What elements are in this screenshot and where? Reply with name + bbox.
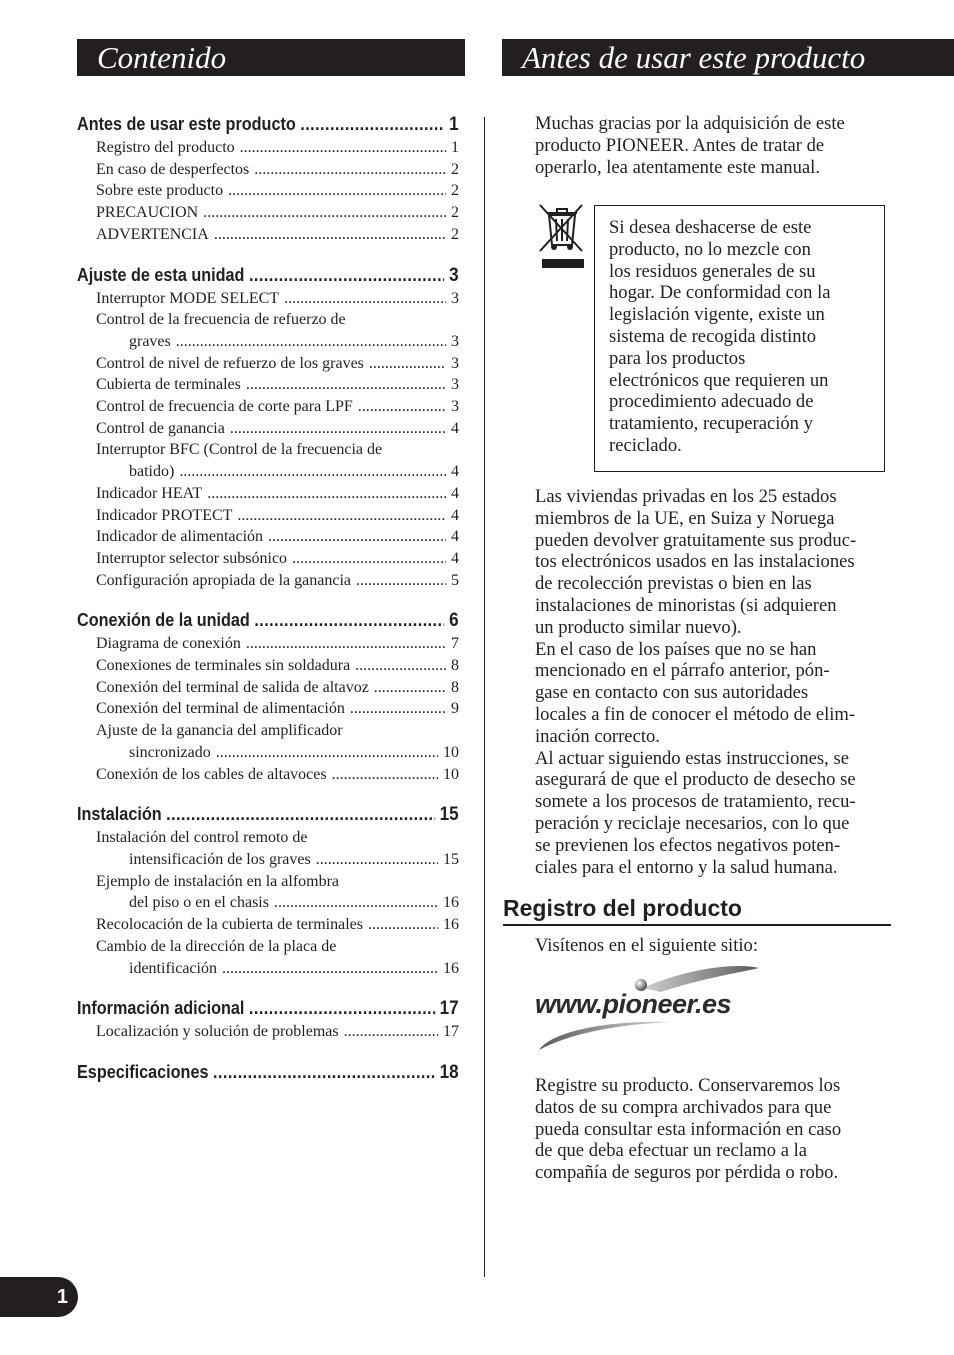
toc-leader [176, 331, 446, 353]
toc-leader [166, 802, 435, 827]
toc-entry-text: Conexión de los cables de altavoces [96, 765, 327, 783]
text-line: pueda consultar esta información en caso [535, 1118, 842, 1140]
toc-section-title-row [77, 608, 459, 633]
toc-entry-text: batido) [129, 463, 175, 481]
toc-leader [374, 677, 446, 699]
toc-section-title: Especificaciones [77, 1061, 209, 1082]
toc-entry-row [77, 202, 459, 224]
toc-section-title: Conexión de la unidad [77, 610, 250, 631]
toc-entry-text: Interruptor BFC (Control de la frecuencia de [96, 441, 383, 459]
toc-entry-row [77, 958, 459, 980]
toc-entry-row [77, 849, 459, 871]
toc-entry-text: Control de ganancia [96, 419, 225, 437]
toc-leader [350, 698, 446, 720]
toc-entry-row [77, 461, 459, 483]
toc-leader [246, 633, 446, 655]
toc-entry-text: PRECAUCION [96, 204, 199, 222]
toc-entry-page: 4 [451, 484, 459, 502]
toc-leader [203, 202, 446, 224]
toc-leader [368, 914, 438, 936]
toc-entry-row [77, 570, 459, 592]
text-line: producto, no lo mezcle con [609, 238, 811, 260]
toc-entry-page: 17 [443, 1023, 459, 1041]
toc-entry-row [77, 892, 459, 914]
toc-section-title-row [77, 263, 459, 288]
toc-entry-text: Interruptor MODE SELECT [96, 289, 280, 307]
toc-section-page: 18 [439, 1061, 459, 1083]
toc-leader [268, 526, 446, 548]
toc-leader [344, 1021, 438, 1043]
toc-entry-row [77, 353, 459, 375]
text-line: mencionado en el párrafo anterior, pón- [535, 660, 830, 682]
text-line: de que deba efectuar un reclamo a la [535, 1140, 808, 1162]
text-line: inación correcto. [535, 725, 660, 747]
toc-entry-page: 16 [443, 894, 459, 912]
toc-entry-row [77, 677, 459, 699]
toc-entry-row [77, 483, 459, 505]
register-text [535, 1075, 891, 1184]
toc-leader [222, 958, 438, 980]
text-line: se previenen los efectos negativos poten- [535, 834, 841, 856]
toc-leader [214, 224, 446, 246]
text-line: Al actuar siguiendo estas instrucciones, se [535, 747, 849, 769]
toc-section-title: Ajuste de esta unidad [77, 264, 245, 285]
toc-entry-text: Cambio de la dirección de la placa de [96, 937, 337, 955]
toc-section-page: 17 [439, 998, 459, 1020]
toc-leader [355, 655, 446, 677]
toc-entry-text: intensificación de los graves [129, 850, 311, 868]
toc-entry-row [77, 159, 459, 181]
text-line: peración y reciclaje necesarios, con lo que [535, 812, 850, 834]
text-line: para los productos [609, 347, 746, 369]
toc-leader [254, 159, 446, 181]
toc-entry-text: Registro del producto [96, 139, 235, 156]
toc-entry-row [77, 526, 459, 548]
toc-entry-page: 5 [451, 571, 459, 589]
toc-entry-page: 4 [451, 528, 459, 546]
text-line: sistema de recogida distinto [609, 325, 817, 347]
toc-entry-page: 2 [451, 160, 459, 178]
toc-entry-row [77, 288, 459, 310]
text-line: tos electrónicos usados en las instalaciones [535, 551, 855, 573]
toc-entry-row [77, 742, 459, 764]
toc-entry-row [77, 633, 459, 655]
text-line: locales a fin de conocer el método de elim- [535, 703, 856, 725]
toc-section-title: Antes de usar este producto [77, 114, 296, 134]
toc-entry-text: Indicador PROTECT [96, 506, 233, 524]
toc-entry-page: 4 [451, 463, 459, 481]
pioneer-website-logo [533, 960, 765, 1055]
toc-entry-row [77, 374, 459, 396]
toc-entry-text: sincronizado [129, 743, 211, 761]
text-line: gase en contacto con sus autoridades [535, 682, 809, 704]
toc-entry-row [77, 698, 459, 720]
text-line: producto PIONEER. Antes de tratar de [535, 134, 825, 156]
toc-entry-page: 2 [451, 225, 459, 243]
toc-entry-row [77, 309, 459, 331]
text-line: miembros de la UE, en Suiza y Noruega [535, 507, 835, 529]
text-line: Registre su producto. Conservaremos los [535, 1075, 841, 1096]
toc-entry-page: 3 [451, 376, 459, 394]
toc-entry-page: 7 [451, 635, 459, 653]
toc-leader [249, 996, 435, 1021]
text-line: asegurará de que el producto de desecho se [535, 769, 856, 791]
toc-leader [300, 112, 444, 137]
toc-section [77, 802, 459, 979]
column-divider [484, 117, 485, 1277]
toc-leader [356, 570, 446, 592]
toc-entry-row [77, 505, 459, 527]
toc-entry-row [77, 914, 459, 936]
toc-entry-row [77, 764, 459, 786]
toc-entry-page: 16 [443, 916, 459, 934]
toc-leader [316, 849, 438, 871]
toc-entry-text: Conexión del terminal de salida de altavoz [96, 678, 369, 696]
toc-entry-page: 3 [451, 289, 459, 307]
toc-entry-page: 2 [451, 182, 459, 200]
toc-leader [249, 263, 445, 288]
toc-entry-text: identificación [129, 959, 217, 977]
toc-section [77, 263, 459, 592]
toc-section-page: 1 [449, 114, 459, 135]
text-line: Muchas gracias por la adquisición de este [535, 113, 845, 134]
toc-leader [228, 180, 446, 202]
toc-leader [254, 608, 444, 633]
text-line: reciclado. [609, 434, 682, 456]
text-line: un producto similar nuevo). [535, 616, 742, 638]
toc-section-title: Instalación [77, 804, 162, 825]
logo-text: www.pioneer.es [535, 989, 732, 1019]
toc-section-page: 15 [439, 804, 459, 826]
eu-disposal-text [535, 486, 891, 878]
text-line: electrónicos que requieren un [609, 369, 829, 391]
toc-leader [369, 353, 446, 375]
toc-section [77, 996, 459, 1043]
toc-entry-row [77, 1021, 459, 1043]
toc-section-title-row [77, 996, 459, 1021]
crossed-out-wheelie-bin-icon [536, 201, 588, 269]
toc-entry-text: Interruptor selector subsónico [96, 549, 288, 567]
toc-section-title-row [77, 1060, 459, 1085]
text-line: En el caso de los países que no se han [535, 638, 817, 660]
toc-leader [284, 288, 446, 310]
toc-section-title-row [77, 112, 459, 137]
toc-entry-row [77, 180, 459, 202]
toc-entry-page: 4 [451, 419, 459, 437]
text-line: Si desea deshacerse de este [609, 217, 812, 238]
header-contenido: Contenido [77, 39, 465, 76]
toc-entry-text: Control de nivel de refuerzo de los graves [96, 354, 364, 372]
text-line: tratamiento, recuperación y [609, 413, 813, 435]
text-line: hogar. De conformidad con la [609, 282, 831, 304]
intro-text [535, 113, 891, 178]
toc-entry-text: Diagrama de conexión [96, 635, 241, 653]
toc-entry-row [77, 871, 459, 893]
toc-leader [237, 505, 446, 527]
toc-entry-page: 10 [443, 765, 459, 783]
toc-entry-page: 4 [451, 549, 459, 567]
toc-entry-text: Conexión del terminal de alimentación [96, 700, 345, 718]
toc-entry-text: En caso de desperfectos [96, 160, 250, 178]
toc-entry-text: Ejemplo de instalación en la alfombra [96, 872, 340, 890]
toc-entry-page: 3 [451, 332, 459, 350]
toc-entry-page: 3 [451, 398, 459, 416]
toc-entry-text: Recolocación de la cubierta de terminales [96, 916, 363, 934]
toc-entry-row [77, 827, 459, 849]
toc-section [77, 112, 459, 246]
toc-entry-row [77, 655, 459, 677]
text-line: operarlo, lea atentamente este manual. [535, 156, 820, 178]
text-line: de recolección previstas o bien en las [535, 573, 812, 595]
toc-entry-text: Control de frecuencia de corte para LPF [96, 398, 353, 416]
toc-entry-page: 16 [443, 959, 459, 977]
text-line: pueden devolver gratuitamente sus produc- [535, 529, 857, 551]
toc-entry-text: Cubierta de terminales [96, 376, 241, 394]
header-antes-de-usar: Antes de usar este producto [502, 39, 954, 76]
toc-leader [230, 418, 446, 440]
toc-entry-row [77, 936, 459, 958]
toc-entry-page: 4 [451, 506, 459, 524]
page-number-tab: 1 [0, 1277, 78, 1317]
toc-leader [246, 374, 446, 396]
toc-section-page: 6 [449, 610, 459, 632]
toc-entry-text: graves [129, 332, 171, 350]
text-line: Las viviendas privadas en los 25 estados [535, 486, 837, 507]
toc-entry-page: 8 [451, 657, 459, 675]
toc-leader [240, 137, 446, 159]
toc-entry-page: 15 [443, 850, 459, 868]
toc-section [77, 1060, 459, 1085]
toc-entry-row [77, 439, 459, 461]
toc-leader [292, 548, 446, 570]
toc-entry-text: Control de la frecuencia de refuerzo de [96, 311, 346, 329]
toc-entry-row [77, 418, 459, 440]
toc-entry-row [77, 224, 459, 246]
toc-entry-text: del piso o en el chasis [129, 894, 269, 912]
recycling-notice-box [594, 205, 885, 472]
text-line: ciales para el entorno y la salud humana. [535, 856, 838, 878]
toc-entry-text: Configuración apropiada de la ganancia [96, 571, 351, 589]
toc-entry-row [77, 396, 459, 418]
toc-entry-text: Indicador de alimentación [96, 528, 264, 546]
toc-entry-row [77, 137, 459, 159]
text-line: instalaciones de minoristas (si adquieren [535, 594, 837, 616]
toc-entry-row [77, 548, 459, 570]
toc-section-page: 3 [449, 264, 459, 286]
toc-entry-page: 9 [451, 700, 459, 718]
toc-leader [274, 892, 438, 914]
toc-section [77, 608, 459, 785]
toc-entry-text: ADVERTENCIA [96, 225, 209, 243]
toc-leader [207, 483, 446, 505]
toc-entry-page: 10 [443, 743, 459, 761]
toc-entry-text: Instalación del control remoto de [96, 829, 308, 847]
text-line: compañía de seguros por pérdida o robo. [535, 1162, 839, 1184]
toc-entry-page: 8 [451, 678, 459, 696]
toc-entry-page: 2 [451, 204, 459, 222]
visit-text: Visítenos en el siguiente sitio: [535, 935, 759, 956]
toc-entry-text: Indicador HEAT [96, 484, 203, 502]
toc-leader [358, 396, 446, 418]
text-line: datos de su compra archivados para que [535, 1096, 832, 1118]
toc-entry-text: Localización y solución de problemas [96, 1023, 339, 1041]
toc-leader [216, 742, 438, 764]
toc-entry-row [77, 720, 459, 742]
section-heading-registro: Registro del producto [503, 892, 891, 926]
text-line: legislación vigente, existe un [609, 304, 825, 326]
toc-entry-text: Ajuste de la ganancia del amplificador [96, 722, 343, 740]
text-line: los residuos generales de su [609, 260, 816, 282]
toc-entry-page: 1 [451, 139, 459, 156]
toc-entry-row [77, 331, 459, 353]
toc-entry-text: Sobre este producto [96, 182, 224, 200]
table-of-contents [77, 112, 459, 1102]
toc-leader [179, 461, 446, 483]
text-line: somete a los procesos de tratamiento, recu- [535, 791, 856, 813]
toc-section-title: Información adicional [77, 998, 245, 1019]
toc-entry-page: 3 [451, 354, 459, 372]
toc-entry-text: Conexiones de terminales sin soldadura [96, 657, 351, 675]
toc-section-title-row [77, 802, 459, 827]
text-line: procedimiento adecuado de [609, 391, 814, 413]
toc-leader [332, 764, 438, 786]
toc-leader [213, 1060, 435, 1085]
